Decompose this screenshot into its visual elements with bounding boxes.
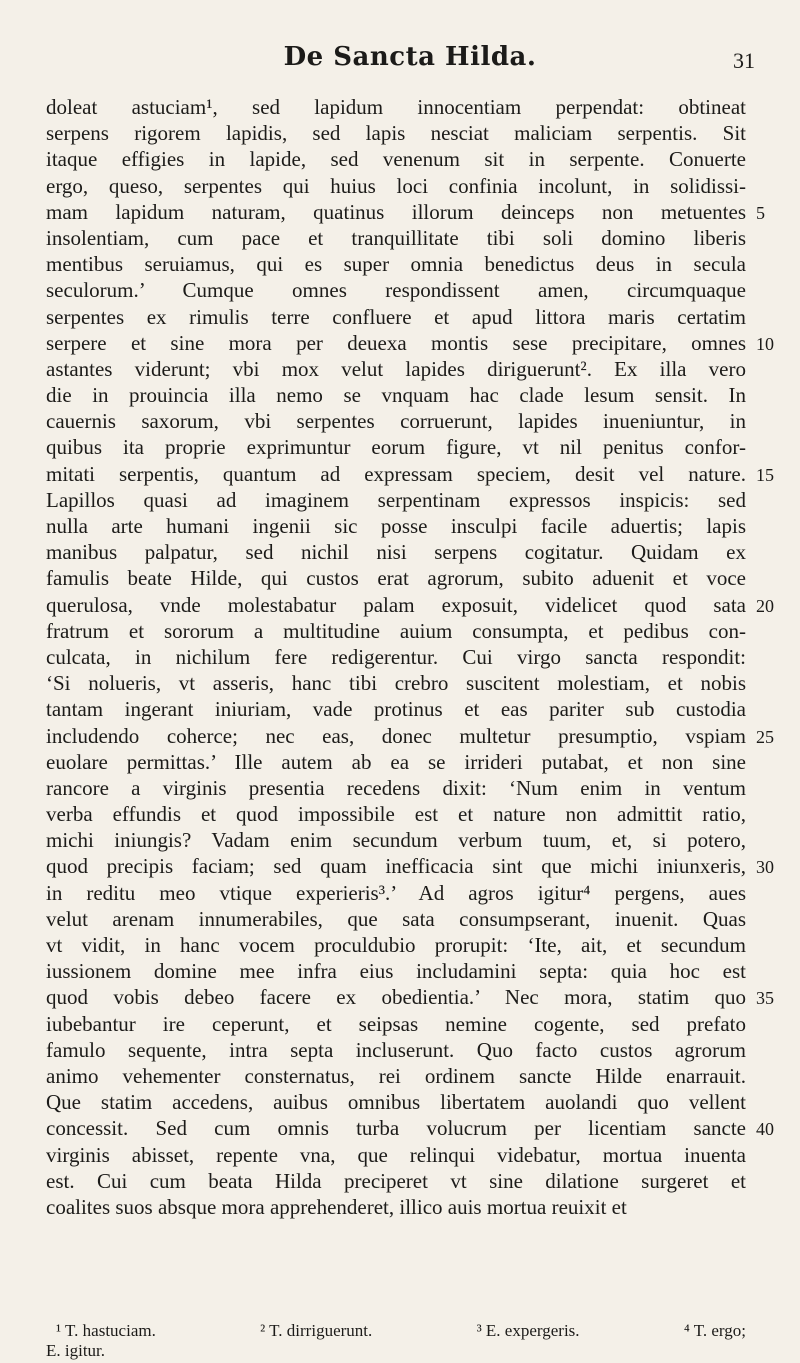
line-text: euolare permittas.’ Ille autem ab ea se irrideri putabat, et non sine: [46, 749, 746, 774]
line-number: 10: [756, 333, 774, 354]
text-line: [46, 723, 774, 749]
line-text: culcata, in nichilum fere redigerentur. Cui virgo sancta respondit:: [46, 644, 746, 669]
text-line: [46, 801, 746, 827]
text-line: [46, 1142, 746, 1168]
line-text: famulis beate Hilde, qui custos erat agrorum, subito aduenit et voce: [46, 566, 746, 591]
text-line: [46, 146, 746, 172]
running-title: De Sancta Hilda.: [283, 42, 537, 72]
line-text: concessit. Sed cum omnis turba volucrum per licentiam sancte: [46, 1116, 746, 1141]
footnote-4: ⁴ T. ergo;: [683, 1321, 746, 1340]
text-line: [46, 1089, 746, 1115]
text-line: [46, 1115, 774, 1141]
line-text: Lapillos quasi ad imaginem serpentinam expressos inspicis: sed: [46, 487, 746, 512]
line-text: includendo coherce; nec eas, donec multetur presumptio, vspiam: [46, 723, 746, 748]
line-text: michi iniungis? Vadam enim secundum verbum tuum, et, si potero,: [46, 828, 746, 853]
line-text: doleat astuciam¹, sed lapidum innocentiam perpendat: obtineat: [46, 95, 746, 119]
line-text: Que statim accedens, auibus omnibus libertatem auolandi quo vellent: [46, 1090, 746, 1115]
body-text: [46, 94, 774, 1220]
text-line: [46, 592, 774, 618]
footnote-continuation: E. igitur.: [46, 1341, 106, 1360]
line-text: serpentes ex rimulis terre confluere et apud littora maris certatim: [46, 304, 746, 329]
line-text: quod vobis debeo facere ex obedientia.’ Nec mora, statim quo: [46, 985, 746, 1010]
text-line: [46, 199, 765, 225]
text-line: [46, 225, 746, 251]
text-line: [46, 1011, 746, 1037]
text-line: [46, 1063, 746, 1089]
text-line: [46, 958, 746, 984]
text-line: [46, 539, 746, 565]
line-text: verba effundis et quod impossibile est et nature non admittit ratio,: [46, 802, 746, 827]
line-text: querulosa, vnde molestabatur palam exposuit, videlicet quod sata: [46, 592, 746, 617]
line-text: quibus ita proprie exprimuntur eorum figure, vt nil penitus confor-: [46, 435, 746, 460]
line-text: nulla arte humani ingenii sic posse insculpi facile aduertis; lapis: [46, 514, 746, 538]
text-line: [46, 984, 774, 1010]
text-line: [46, 932, 746, 958]
text-line: [46, 94, 746, 120]
line-text: est. Cui cum beata Hilda preciperet vt sine dilatione surgeret et: [46, 1168, 746, 1193]
footnote-3: ³ E. expergeris.: [476, 1321, 580, 1340]
text-line: [46, 1168, 746, 1194]
line-text: in reditu meo vtique experieris³.’ Ad agros igitur⁴ pergens, aues: [46, 880, 746, 905]
line-text: iubebantur ire ceperunt, et seipsas nemine cogente, sed prefato: [46, 1011, 746, 1036]
footnote-2: ² T. dirriguerunt.: [260, 1321, 373, 1340]
line-text: tantam ingerant iniuriam, vade protinus et eas pariter sub custodia: [46, 697, 746, 722]
page-number: 31: [733, 48, 755, 73]
line-text: rancore a virginis presentia recedens dixit: ‘Num enim in ventum: [46, 775, 746, 800]
line-text: die in prouincia illa nemo se vnquam hac clade lesum sensit. In: [46, 383, 746, 408]
line-text: animo vehementer consternatus, rei ordinem sancte Hilde enarrauit.: [46, 1063, 746, 1088]
line-number: 40: [756, 1119, 774, 1140]
text-line: [46, 827, 746, 853]
text-line: [46, 513, 746, 539]
text-line: [46, 461, 774, 487]
text-line: [46, 487, 746, 513]
text-line: [46, 277, 746, 303]
footnote-1: ¹ T. hastuciam.: [56, 1321, 156, 1340]
line-text: cauernis saxorum, vbi serpentes corruerunt, lapides inueniuntur, in: [46, 409, 746, 434]
line-text: fratrum et sororum a multitudine auium consumpta, et pedibus con-: [46, 618, 746, 643]
line-text: astantes viderunt; vbi mox velut lapides diriguerunt². Ex illa vero: [46, 356, 746, 381]
text-line: [46, 880, 746, 906]
line-text: itaque effigies in lapide, sed venenum sit in serpente. Conuerte: [46, 147, 746, 172]
line-text: insolentiam, cum pace et tranquillitate tibi soli domino liberis: [46, 225, 746, 250]
line-text: vt vidit, in hanc vocem proculdubio prorupit: ‘Ite, ait, et secundum: [46, 933, 746, 957]
text-line: [46, 1037, 746, 1063]
line-text: mitati serpentis, quantum ad expressam speciem, desit vel nature.: [46, 461, 746, 486]
line-text: mam lapidum naturam, quatinus illorum deinceps non metuentes: [46, 199, 746, 224]
line-text: serpere et sine mora per deuexa montis sese precipitare, omnes: [46, 330, 746, 355]
line-number: 5: [756, 202, 765, 223]
line-text: velut arenam innumerabiles, que sata consumpserant, inuenit. Quas: [46, 906, 746, 931]
text-line: [46, 1194, 746, 1220]
running-head: [0, 38, 800, 78]
line-text: mentibus seruiamus, qui es super omnia benedictus deus in secula: [46, 252, 746, 277]
text-line: [46, 434, 746, 460]
line-number: 30: [756, 857, 774, 878]
line-text: famulo sequente, intra septa incluserunt. Quo facto custos agrorum: [46, 1037, 746, 1062]
text-line: [46, 173, 746, 199]
text-line: [46, 382, 746, 408]
text-line: [46, 696, 746, 722]
line-number: 35: [756, 988, 774, 1009]
text-line: [46, 356, 746, 382]
text-line: [46, 670, 746, 696]
text-line: [46, 906, 746, 932]
line-text: virginis abisset, repente vna, que relinqui videbatur, mortua inuenta: [46, 1142, 746, 1167]
line-text: quod precipis faciam; sed quam inefficacia sint que michi iniunxeris,: [46, 854, 746, 879]
text-line: [46, 120, 746, 146]
footnote-row: [46, 1321, 746, 1341]
text-line: [46, 565, 746, 591]
text-line: [46, 749, 746, 775]
text-line: [46, 644, 746, 670]
text-line: [46, 775, 746, 801]
line-text: ‘Si nolueris, vt asseris, hanc tibi crebro suscitent molestiam, et nobis: [46, 671, 746, 696]
line-text: ergo, queso, serpentes qui huius loci confinia incolunt, in solidissi-: [46, 173, 746, 198]
line-text: seculorum.’ Cumque omnes respondissent amen, circumquaque: [46, 278, 746, 303]
text-line: [46, 408, 746, 434]
line-text: manibus palpatur, sed nichil nisi serpens cogitatur. Quidam ex: [46, 540, 746, 565]
line-number: 15: [756, 464, 774, 485]
text-line: [46, 304, 746, 330]
line-text: iussionem domine mee infra eius includamini septa: quia hoc est: [46, 959, 746, 984]
text-line: [46, 618, 746, 644]
line-text: serpens rigorem lapidis, sed lapis nesciat maliciam serpentis. Sit: [46, 121, 746, 146]
text-line: [46, 853, 774, 879]
text-line: [46, 251, 746, 277]
line-number: 25: [756, 726, 774, 747]
line-text: coalites suos absque mora apprehenderet, illico auis mortua reuixit et: [46, 1194, 627, 1219]
text-line: [46, 330, 774, 356]
line-number: 20: [756, 595, 774, 616]
footnotes: [46, 1321, 746, 1361]
